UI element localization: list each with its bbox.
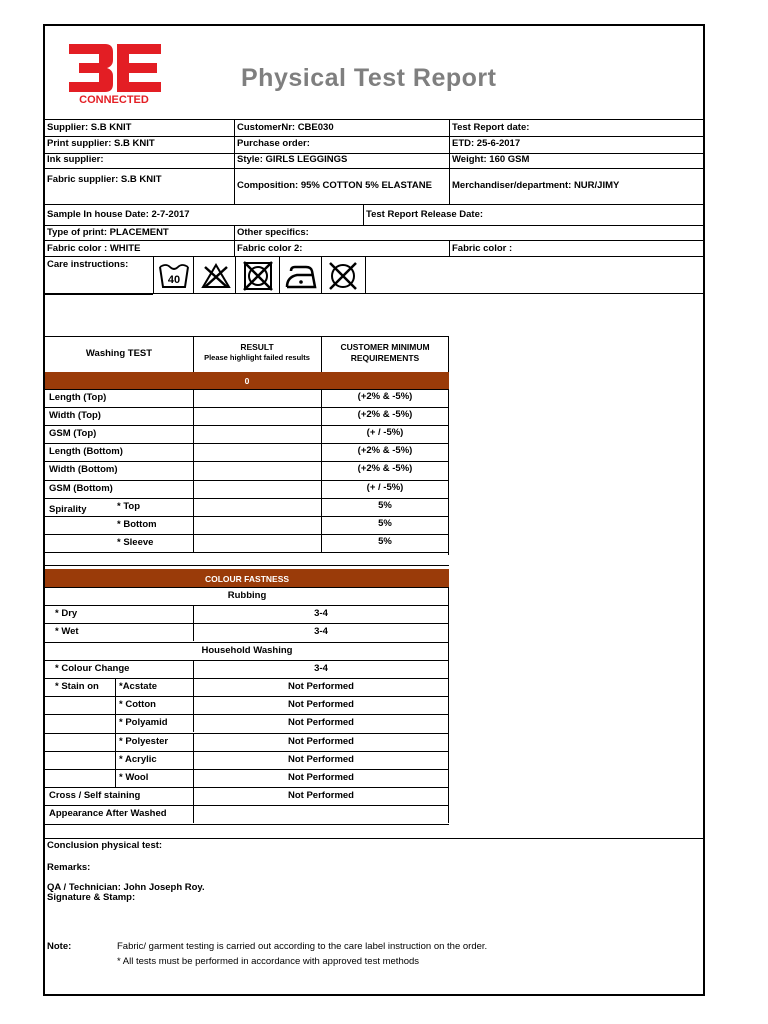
merchandiser-field: Merchandiser/department: NUR/JIMY xyxy=(452,180,620,191)
sample-date-field: Sample In house Date: 2-7-2017 xyxy=(47,209,190,220)
spirality-row-label: * Top xyxy=(117,501,141,512)
household-subheader: Household Washing xyxy=(201,645,293,656)
table-row-label: Width (Top) xyxy=(49,410,101,421)
stain-row-value: Not Performed xyxy=(288,681,354,692)
washing-band-label: 0 xyxy=(244,376,250,386)
signature-label: Signature & Stamp: xyxy=(47,892,136,903)
style-field: Style: GIRLS LEGGINGS xyxy=(237,154,348,165)
table-row-label: Length (Bottom) xyxy=(49,446,123,457)
brand-logo xyxy=(65,40,165,104)
table-row-requirement: (+ / -5%) xyxy=(366,482,404,493)
colour-change-value: 3-4 xyxy=(314,663,328,674)
stain-row-label: * Cotton xyxy=(119,699,156,710)
stain-row-value: Not Performed xyxy=(288,754,354,765)
table-rule xyxy=(45,714,449,715)
purchase-order-field: Purchase order: xyxy=(237,138,310,149)
table-row-label: GSM (Top) xyxy=(49,428,97,439)
weight-field: Weight: 160 GSM xyxy=(452,154,530,165)
table-rule xyxy=(45,587,449,588)
no-dry-clean-icon xyxy=(326,259,360,293)
spirality-row-requirement: 5% xyxy=(378,518,392,529)
table-row-requirement: (+ / -5%) xyxy=(366,427,404,438)
customer-nr-field: CustomerNr: CBE030 xyxy=(237,122,334,133)
print-supplier-field: Print supplier: S.B KNIT xyxy=(47,138,155,149)
table-rule xyxy=(45,407,449,408)
rubbing-subheader: Rubbing xyxy=(227,590,267,601)
note-line-2: * All tests must be performed in accordance with approved test methods xyxy=(117,956,420,967)
table-rule xyxy=(45,733,449,734)
stain-row-label: * Polyester xyxy=(119,736,169,747)
qa-technician: QA / Technician: John Joseph Roy. xyxy=(47,882,205,893)
table-rule xyxy=(45,696,449,697)
table-rule xyxy=(45,824,449,825)
result-header: RESULT xyxy=(240,342,274,352)
fabric-color-3-field: Fabric color : xyxy=(452,243,513,254)
stain-row-label: * Polyamid xyxy=(119,717,168,728)
colour-change-label: * Colour Change xyxy=(55,663,130,674)
other-specifics-field: Other specifics: xyxy=(237,227,309,238)
wet-value: 3-4 xyxy=(314,626,328,637)
fabric-color-2-field: Fabric color 2: xyxy=(237,243,303,254)
table-rule xyxy=(45,642,449,643)
fabric-supplier-field: Fabric supplier: S.B KNIT xyxy=(47,174,162,185)
stain-row-value: Not Performed xyxy=(288,699,354,710)
washing-test-header: Washing TEST xyxy=(85,348,153,359)
spirality-row-label: * Sleeve xyxy=(117,537,154,548)
spirality-label: Spirality xyxy=(49,504,87,515)
table-rule xyxy=(45,461,449,462)
requirements-header-2: REQUIREMENTS xyxy=(350,353,420,363)
remarks-label: Remarks: xyxy=(47,862,91,873)
type-of-print-field: Type of print: PLACEMENT xyxy=(47,227,169,238)
stain-row-label: *Acstate xyxy=(119,681,158,692)
table-rule xyxy=(45,425,449,426)
stain-row-label: * Wool xyxy=(119,772,149,783)
fabric-color-field: Fabric color : WHITE xyxy=(47,243,141,254)
appearance-label: Appearance After Washed xyxy=(49,808,167,819)
table-row-label: Length (Top) xyxy=(49,392,107,403)
etd-field: ETD: 25-6-2017 xyxy=(452,138,521,149)
table-rule xyxy=(45,516,449,517)
table-divider xyxy=(193,389,194,552)
svg-text:40: 40 xyxy=(167,274,181,286)
table-row-label: Width (Bottom) xyxy=(49,464,118,475)
colour-fastness-label: COLOUR FASTNESS xyxy=(204,574,290,584)
table-row-label: GSM (Bottom) xyxy=(49,483,113,494)
dry-value: 3-4 xyxy=(314,608,328,619)
spirality-row-label: * Bottom xyxy=(117,519,157,530)
composition-field: Composition: 95% COTTON 5% ELASTANE xyxy=(237,180,432,191)
no-bleach-icon xyxy=(199,259,233,293)
requirements-header-1: CUSTOMER MINIMUM xyxy=(340,342,430,352)
table-rule xyxy=(45,678,449,679)
no-tumble-dry-icon xyxy=(241,259,275,293)
dry-label: * Dry xyxy=(55,608,78,619)
table-rule xyxy=(45,565,449,566)
table-rule xyxy=(45,534,449,535)
result-subheader: Please highlight failed results xyxy=(204,353,310,362)
table-rule xyxy=(45,751,449,752)
spirality-row-requirement: 5% xyxy=(378,500,392,511)
note-label: Note: xyxy=(47,941,72,952)
wet-label: * Wet xyxy=(55,626,79,637)
wash-40-icon xyxy=(157,259,191,293)
page-title: Physical Test Report xyxy=(241,64,497,92)
table-rule xyxy=(45,443,449,444)
ink-supplier-field: Ink supplier: xyxy=(47,154,104,165)
table-rule xyxy=(45,660,449,661)
table-row-requirement: (+2% & -5%) xyxy=(357,391,413,402)
note-line-1: Fabric/ garment testing is carried out according to the care label instruction on the order. xyxy=(117,941,488,952)
table-divider xyxy=(115,678,116,787)
conclusion-label: Conclusion physical test: xyxy=(47,840,163,851)
table-row-requirement: (+2% & -5%) xyxy=(357,409,413,420)
stain-row-label: * Acrylic xyxy=(119,754,157,765)
cross-staining-value: Not Performed xyxy=(288,790,354,801)
iron-low-icon xyxy=(283,259,319,293)
table-rule xyxy=(45,623,449,624)
table-rule xyxy=(45,552,449,553)
table-divider xyxy=(193,805,194,823)
cross-staining-label: Cross / Self staining xyxy=(49,790,141,801)
table-rule xyxy=(45,498,449,499)
table-rule xyxy=(45,769,449,770)
table-rule xyxy=(45,605,449,606)
stain-row-value: Not Performed xyxy=(288,717,354,728)
release-date-field: Test Report Release Date: xyxy=(366,209,484,220)
table-rule xyxy=(45,389,449,390)
table-rule xyxy=(45,787,449,788)
table-rule xyxy=(45,480,449,481)
stain-row-value: Not Performed xyxy=(288,772,354,783)
table-row-requirement: (+2% & -5%) xyxy=(357,445,413,456)
spirality-row-requirement: 5% xyxy=(378,536,392,547)
test-report-date-field: Test Report date: xyxy=(452,122,530,133)
table-rule xyxy=(45,805,449,806)
table-row-requirement: (+2% & -5%) xyxy=(357,463,413,474)
care-instructions-label: Care instructions: xyxy=(47,259,129,270)
stain-on-label: * Stain on xyxy=(55,681,99,692)
stain-row-value: Not Performed xyxy=(288,736,354,747)
svg-text:CONNECTED: CONNECTED xyxy=(79,94,149,104)
supplier-field: Supplier: S.B KNIT xyxy=(47,122,132,133)
report-page xyxy=(43,24,705,996)
